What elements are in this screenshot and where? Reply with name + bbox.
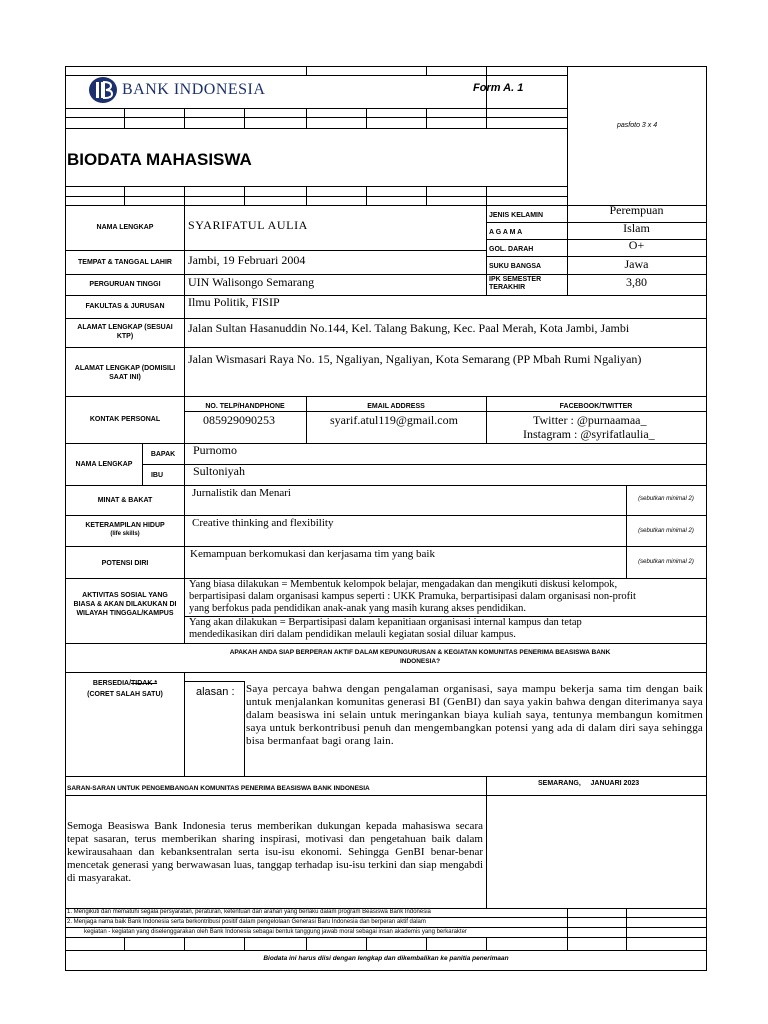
twitter-value[interactable]: Twitter : @purnaamaa_ [533, 413, 647, 427]
gol-darah-label: GOL. DARAH [489, 246, 534, 253]
aktivitas-line-5[interactable]: mendedikasikan diri dalam pendidikan melauli kegiatan sosial diluar kampus. [189, 629, 516, 640]
keterampilan-label: KETERAMPILAN HIDUP [85, 522, 165, 529]
alamat-ktp-label: ALAMAT LENGKAP (SESUAI KTP) [77, 324, 173, 340]
footer-note: Biodata ini harus diisi dengan lengkap dan dikembalikan ke panitia penerimaan [263, 955, 509, 962]
social-header: FACEBOOK/TWITTER [559, 403, 633, 410]
agama-value[interactable]: Islam [623, 221, 650, 235]
ibu-label: IBU [150, 472, 164, 479]
kesiapan-question: APAKAH ANDA SIAP BERPERAN AKTIF DALAM KEPUNGURUSAN & KEGIATAN KOMUNITAS PENERIMA BEASISWA BANK INDONESIA? [229, 649, 611, 665]
bapak-value[interactable]: Purnomo [193, 443, 238, 457]
bank-indonesia-logo [88, 76, 298, 106]
bi-emblem-icon [88, 76, 118, 104]
alasan-label: alasan : [196, 686, 235, 698]
alamat-ktp-value[interactable]: Jalan Sultan Hasanuddin No.144, Kel. Talang Bakung, Kec. Paal Merah, Kota Jambi, Jambi [188, 321, 630, 335]
logo-text: BANK INDONESIA [122, 81, 266, 98]
aktivitas-line-1[interactable]: Yang biasa dilakukan = Membentuk kelompok belajar, mengadakan dan mengikuti diskusi kelompok, [189, 579, 618, 590]
jenis-kelamin-value[interactable]: Perempuan [609, 203, 664, 217]
email-value[interactable]: syarif.atul119@gmail.com [330, 413, 458, 427]
aktivitas-line-2[interactable]: berpartisipasi dalam organisasi kampus seperti : UKK Pramuka, berpartisipasi dalam organisasi non-profit [189, 591, 636, 602]
orangtua-label: NAMA LENGKAP [75, 461, 133, 468]
gol-darah-value[interactable]: O+ [628, 238, 645, 252]
bapak-label: BAPAK [150, 451, 176, 458]
nama-lengkap-value[interactable]: SYARIFATUL AULIA [188, 218, 308, 232]
jenis-kelamin-label: JENIS KELAMIN [489, 212, 544, 219]
alamat-domisili-value[interactable]: Jalan Wismasari Raya No. 15, Ngaliyan, Ngaliyan, Kota Semarang (PP Mbah Rumi Ngaliyan) [188, 352, 642, 366]
potensi-label: POTENSI DIRI [101, 560, 149, 567]
telp-header: NO. TELP/HANDPHONE [205, 403, 285, 410]
telp-value[interactable]: 085929090253 [203, 413, 275, 427]
suku-value[interactable]: Jawa [624, 257, 649, 271]
kontak-label: KONTAK PERSONAL [89, 416, 161, 423]
aktivitas-label: AKTIVITAS SOSIAL YANG BIASA & AKAN DILAKUKAN DI WILAYAH TINGGAL/KAMPUS [73, 592, 177, 617]
nama-lengkap-label: NAMA LENGKAP [96, 224, 154, 231]
ibu-value[interactable]: Sultoniyah [193, 464, 246, 478]
kesiapan-note: (CORET SALAH SATU) [87, 691, 163, 698]
form-code: Form A. 1 [473, 82, 524, 94]
keterampilan-hint: (sebutkan minimal 2) [638, 528, 694, 534]
minat-hint: (sebutkan minimal 2) [638, 496, 694, 502]
pt-value[interactable]: UIN Walisongo Semarang [188, 275, 315, 289]
minat-label: MINAT & BAKAT [97, 497, 153, 504]
ttl-value[interactable]: Jambi, 19 Februari 2004 [188, 253, 306, 267]
ttl-label: TEMPAT & TANGGAL LAHIR [78, 259, 172, 266]
statement-3: kegiatan - kegiatan yang diselenggarakan oleh Bank Indonesia sebagai bentuk tanggung jawab moral sebagai insan akademis yang berkarakter [84, 929, 467, 935]
kesiapan-option[interactable] [66, 680, 184, 687]
keterampilan-sublabel: (life skills) [110, 531, 140, 537]
option-bersedia[interactable]: BERSEDIA/ [92, 680, 132, 687]
photo-placeholder: pasfoto 3 x 4 [617, 122, 658, 129]
place-date: SEMARANG, JANUARI 2023 [538, 780, 640, 787]
keterampilan-value[interactable]: Creative thinking and flexibility [192, 517, 334, 529]
ipk-value[interactable]: 3,80 [626, 275, 647, 289]
potensi-hint: (sebutkan minimal 2) [638, 559, 694, 565]
fakultas-label: FAKULTAS & JURUSAN [85, 303, 165, 310]
option-tidak[interactable]: TIDAK * [131, 680, 158, 687]
fakultas-value[interactable]: Ilmu Politik, FISIP [188, 295, 280, 309]
statement-1: 1. Mengikuti dan mematuhi segala persyaratan, peraturan, ketentuan dan arahan yang berlaku dalam program Beasiswa Bank Indonesia [67, 909, 431, 915]
alasan-value[interactable]: Saya percaya bahwa dengan pengalaman organisasi, saya mampu bekerja sama tim dengan baik untuk menjalankan komunitas generasi BI (GenBI) dan saya yakin bahwa dengan diterimanya saya dalam beasiswa ini selain untuk meringankan biaya kuliah saya, tentunya membangun komitmen saya untuk berkontribusi penuh dan mengembangkan potensi yang ada di dalam diri saya sehingga bisa bermanfaat bagi orang lain. [246, 683, 703, 747]
aktivitas-line-3[interactable]: yang berfokus pada pendidikan anak-anak yang masih kurang akses pendidikan. [189, 603, 527, 614]
minat-value[interactable]: Jurnalistik dan Menari [192, 487, 291, 499]
saran-header: SARAN-SARAN UNTUK PENGEMBANGAN KOMUNITAS PENERIMA BEASISWA BANK INDONESIA [67, 785, 370, 792]
ipk-label: IPK SEMESTER TERAKHIR [489, 276, 542, 291]
statement-2: 2. Menjaga nama baik Bank Indonesia serta berkontribusi positif dalam pengelolaan Generasi Baru Indonesia dan berperan aktif dalam [67, 919, 426, 925]
instagram-value[interactable]: Instagram : @syrifatlaulia_ [523, 427, 655, 441]
alamat-domisili-label: ALAMAT LENGKAP (DOMISILI SAAT INI) [74, 365, 176, 381]
email-header: EMAIL ADDRESS [367, 403, 425, 410]
page-title: BIODATA MAHASISWA [67, 150, 252, 169]
aktivitas-line-4[interactable]: Yang akan dilakukan = Berpartisipasi dalam kepanitiaan organisasi internal kampus dan tetap [189, 617, 582, 628]
saran-text[interactable]: Semoga Beasiswa Bank Indonesia terus memberikan dukungan kepada mahasiswa secara tepat sasaran, terus memberikan sharing inspirasi, motivasi dan pengetahuan baik dalam kewirausahaan dan kebanksentralan serta isu-isu ekonomi. Sehingga GenBI benar-benar mencetak generasi yang berwawasan luas, tanggap terhadap isu-isu terkini dan siap mengabdi di masyarakat. [67, 820, 483, 884]
pt-label: PERGURUAN TINGGI [89, 281, 161, 288]
suku-label: SUKU BANGSA [489, 263, 542, 270]
potensi-value[interactable]: Kemampuan berkomukasi dan kerjasama tim yang baik [190, 548, 435, 560]
agama-label: A G A M A [489, 229, 523, 236]
